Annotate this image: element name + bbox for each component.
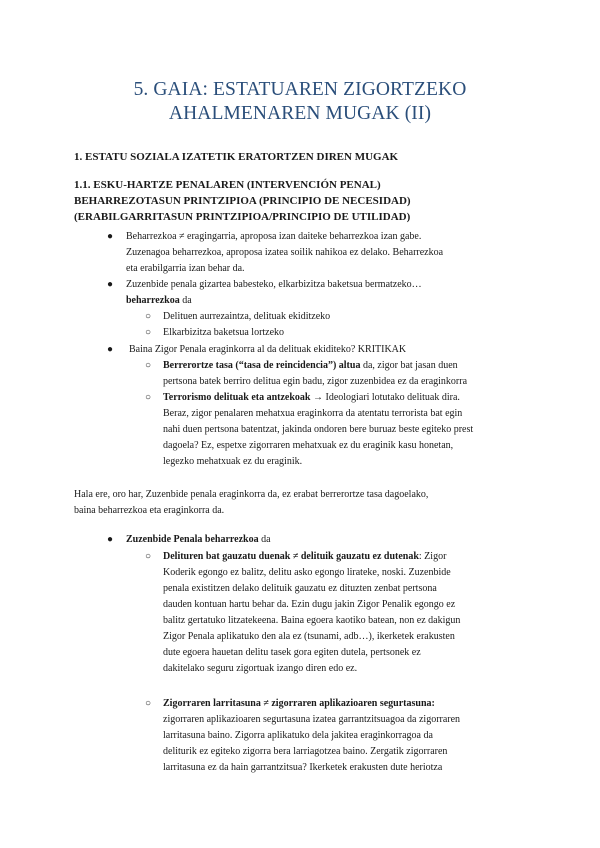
bullet-text-line: Beharrezkoa ≠ eragingarria, aproposa izan daiteke beharrezkoa izan gabe.	[126, 231, 422, 242]
bullet-text-rest: da	[179, 295, 192, 306]
sub-bullet-offenders	[163, 549, 460, 677]
sub-bullet-line: dute egoera hauetan delitu tasek gora egiten dutela, pertsonek ez	[163, 647, 421, 658]
body-paragraph	[74, 487, 428, 519]
sub-bullet-text-rest: : Zigor	[418, 551, 447, 562]
sub-bullet-marker: ○	[145, 360, 152, 371]
sub-bullet-line	[163, 549, 460, 565]
bullet-criminal-law-necessary	[126, 532, 271, 548]
bullet-text-rest: da	[258, 534, 271, 545]
sub-bullet-line: pertsona batek berriro delitua egin badu, zigor zuzenbidea ez da eraginkorra	[163, 376, 468, 387]
sub-bullet-terrorism	[163, 390, 473, 470]
page-title	[0, 78, 600, 126]
bold-term: Zuzenbide Penala beharrezkoa	[126, 534, 259, 545]
sub-bullet-line: dakitelako seguru zigortuak izango diren edo ez.	[163, 663, 358, 674]
sub-bullet-line: larritasuna ez da hain garrantzitsua? Ikerketek erakusten dute heriotza	[163, 762, 443, 773]
sub-bullet-text-rest: da, zigor bat jasan duen	[360, 360, 458, 371]
sub-bullet-marker: ○	[145, 311, 152, 322]
sub-bullet-line: Zigorraren larritasuna ≠ zigorraren aplikazioaren segurtasuna:	[163, 698, 435, 709]
bold-term: beharrezkoa	[126, 295, 180, 306]
sub-bullet-line	[163, 358, 467, 374]
paragraph-line: baina beharrezkoa eta eraginkorra da.	[74, 505, 225, 516]
bullet-marker: ●	[107, 344, 114, 355]
bullet-text-line: eta erabilgarria izan behar da.	[126, 263, 245, 274]
bullet-text-line	[126, 293, 422, 309]
subsection-heading-line-2: BEHARREZOTASUN PRINTZIPIOA (PRINCIPIO DE NECESIDAD)	[74, 195, 411, 207]
bullet-marker: ●	[107, 231, 114, 242]
sub-bullet-marker: ○	[145, 327, 152, 338]
sub-bullet-recidivism	[163, 358, 467, 390]
sub-bullet-coexistence: Elkarbizitza baketsua lortzeko	[163, 327, 285, 338]
sub-bullet-marker: ○	[145, 698, 152, 709]
subsection-heading	[74, 177, 411, 225]
sub-bullet-marker: ○	[145, 392, 152, 403]
bold-term: Terrorismo delituak eta antzekoak	[163, 392, 311, 403]
sub-bullet-line: penala existitzen delako delituik gauzatu ez dituzten zenbat pertsona	[163, 583, 437, 594]
bullet-text-line: Zuzenbide penala gizartea babesteko, elkarbizitza baketsua bermatzeko…	[126, 279, 422, 290]
bullet-necessity	[126, 229, 443, 277]
subsection-heading-line-1: 1.1. ESKU-HARTZE PENALAREN (INTERVENCIÓN PENAL)	[74, 179, 381, 191]
bullet-criticism: Baina Zigor Penala eraginkorra al da delituak ekiditeko? KRITIKAK	[129, 344, 407, 355]
sub-bullet-line: nahi duen pertsona batentzat, jakinda ondoren bere buruaz beste egiteko prest	[163, 424, 474, 435]
bullet-text-line: Zuzenagoa beharrezkoa, aproposa izatea soilik nahikoa ez delako. Beharrezkoa	[126, 247, 444, 258]
bold-term: Delituren bat gauzatu duenak ≠ delituik gauzatu ez dutenak	[163, 551, 419, 562]
sub-bullet-prevention: Delituen aurrezaintza, delituak ekiditzeko	[163, 311, 331, 322]
bullet-marker: ●	[107, 279, 114, 290]
sub-bullet-line: deliturik ez egiteko zigorra bera larriagotzea baino. Zergatik zigorraren	[163, 746, 448, 757]
sub-bullet-line: Zigor Penala aplikatuko den ala ez (tsunami, adb…), ikerketek erakusten	[163, 631, 455, 642]
sub-bullet-severity	[163, 696, 460, 776]
title-line-2: AHALMENAREN MUGAK (II)	[168, 103, 432, 124]
sub-bullet-line	[163, 390, 473, 406]
sub-bullet-line: larritasuna baino. Zigorra aplikatuko dela jakitea eraginkorragoa da	[163, 730, 433, 741]
sub-bullet-line: balitz gertatuko litzatekeena. Baina egoera kaotiko batean, non ez dakigun	[163, 615, 461, 626]
bullet-marker: ●	[107, 534, 114, 545]
sub-bullet-line: legezko mehatxuak ez du eraginik.	[163, 456, 303, 467]
bullet-protection	[126, 277, 422, 309]
paragraph-line: Hala ere, oro har, Zuzenbide penala eraginkorra da, ez erabat berrerortze tasa dagoelako,	[74, 489, 429, 500]
sub-bullet-text-rest: → Ideologiari lotutako delituak dira.	[310, 392, 460, 403]
sub-bullet-line: Koderik egongo ez balitz, delitu asko egongo lirateke, noski. Zuzenbide	[163, 567, 451, 578]
sub-bullet-marker: ○	[145, 551, 152, 562]
sub-bullet-line: dauden kontuan hartu behar da. Ezin dugu jakin Zigor Penalik egongo ez	[163, 599, 456, 610]
sub-bullet-line: dagoela? Ez, espetxe zigorraren mehatxuak ez du eraginik kasu honetan,	[163, 440, 454, 451]
section-heading: 1. ESTATU SOZIALA IZATETIK ERATORTZEN DIREN MUGAK	[74, 151, 399, 163]
subsection-heading-line-3: (ERABILGARRITASUN PRINTZIPIOA/PRINCIPIO DE UTILIDAD)	[74, 211, 411, 223]
bold-term: Berrerortze tasa (“tasa de reincidencia”) altua	[163, 360, 361, 371]
sub-bullet-line: Beraz, zigor penalaren mehatxua eraginkorra da atentatu terrorista bat egin	[163, 408, 463, 419]
sub-bullet-line: zigorraren aplikazioaren segurtasuna izatea garrantzitsuagoa da zigorraren	[163, 714, 461, 725]
title-line-1: 5. GAIA: ESTATUAREN ZIGORTZEKO	[133, 79, 467, 100]
